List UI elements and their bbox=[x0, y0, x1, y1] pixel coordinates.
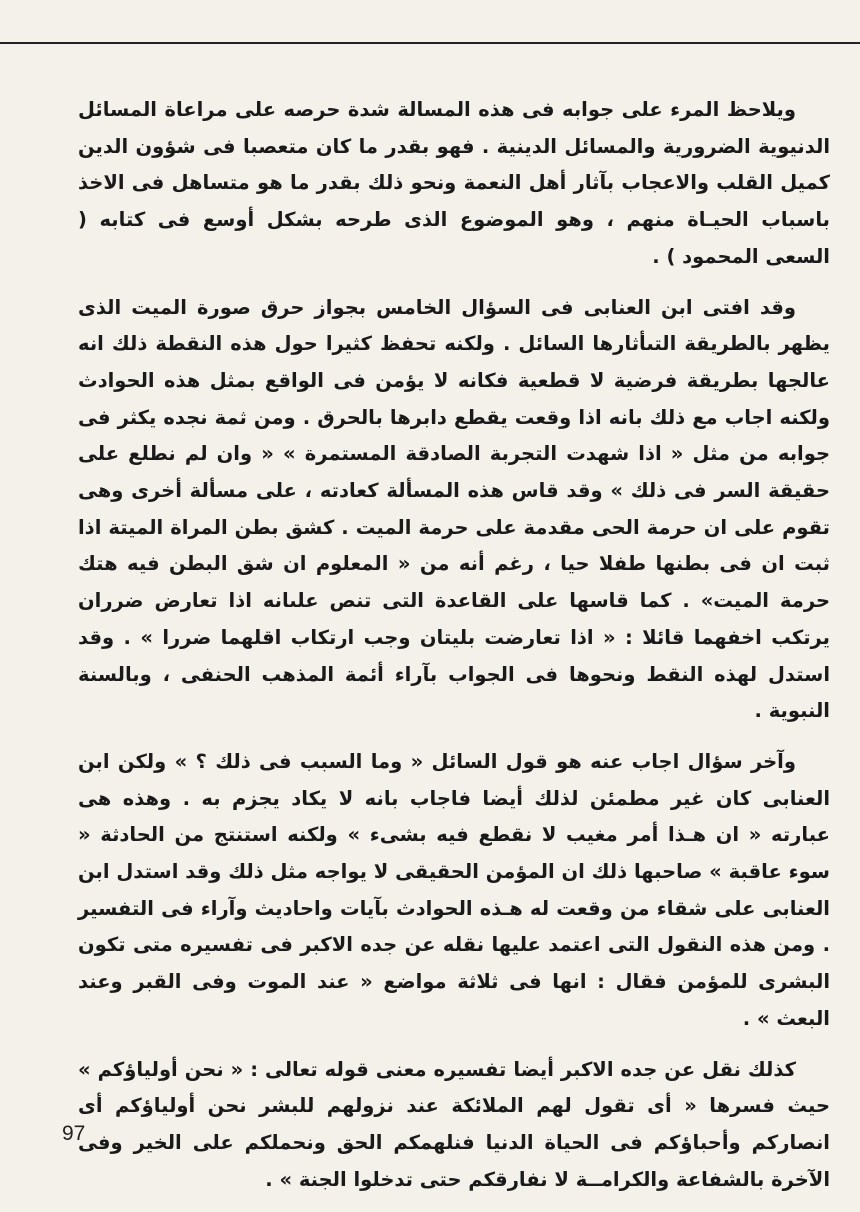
paragraph-2: وقد افتى ابن العنابى فى السؤال الخامس بجواز حرق صورة الميت الذى يظهر بالطريقة التىأثارها السائل . ولكنه تحفظ كثيرا حول هذه النقطة ذلك انه عالجها بطريقة فرضية لا قطعية فكانه لا يؤمن فى الواقع بمثل هذه الحوادث ولكنه اجاب مع ذلك بانه اذا وقعت يقطع دابرها بالحرق . ومن ثمة نجده يكثر فى جوابه من مثل « اذا شهدت التجربة الصادقة المستمرة » « وان لم نطلع على حقيقة السر فى ذلك » وقد قاس هذه المسألة كعادته ، على مسألة أخرى وهى تقوم على ان حرمة الحى مقدمة على حرمة الميت . كشق بطن المراة الميتة اذا ثبت ان فى بطنها طفلا حيا ، رغم أنه من « المعلوم ان شق البطن فيه هتك حرمة الميت» . كما قاسها على القاعدة التى تنص علىانه اذا تعارض ضرران يرتكب اخفهما قائلا : « اذا تعارضت بليتان وجب ارتكاب اقلهما ضررا » . وقد استدل لهذه النقط ونحوها فى الجواب بآراء أئمة المذهب الحنفى ، وبالسنة النبوية . bbox=[78, 295, 830, 723]
paragraph-1: ويلاحظ المرء على جوابه فى هذه المسالة شدة حرصه على مراعاة المسائل الدنيوية الضرورية والمسائل الدينية . فهو بقدر ما كان متعصبا فى شؤون الدين كميل القلب والاعجاب بآثار أهل النعمة ونحو ذلك بقدر ما هو متساهل فى الاخذ باسباب الحيـاة منهم ، وهو الموضوع الذى طرحه بشكل أوسع فى كتابه ( السعى المحمود ) . bbox=[78, 98, 830, 268]
paragraph-3: وآخر سؤال اجاب عنه هو قول السائل « وما السبب فى ذلك ؟ » ولكن ابن العنابى كان غير مطمئن لذلك أيضا فاجاب بانه لا يكاد يجزم به . وهذه هى عبارته « ان هـذا أمر مغيب لا نقطع فيه بشىء » ولكنه استنتج من الحادثة « سوء عاقبة » صاحبها ذلك ان المؤمن الحقيقى لا يواجه مثل ذلك وقد استدل ابن العنابى على شقاء من وقعت له هـذه الحوادث بآيات واحاديث وآراء فى التفسير . ومن هذه النقول التى اعتمد عليها نقله عن جده الاكبر فى تفسيره متى تكون البشرى للمؤمن فقال : انها فى ثلاثة مواضع « عند الموت وفى القبر وعند البعث » . bbox=[78, 749, 830, 1030]
header-rule bbox=[0, 42, 860, 44]
body-text bbox=[78, 92, 830, 1212]
paragraph-4: كذلك نقل عن جده الاكبر أيضا تفسيره معنى قوله تعالى : « نحن أولياؤكم » حيث فسرها « أى تقول لهم الملائكة عند نزولهم للبشر نحن أولياؤكم أى انصاركم وأحباؤكم فى الحياة الدنيا فنلهمكم الحق ونحملكم على الخير وفى الآخرة بالشفاعة والكرامــة لا نفارقكم حتى تدخلوا الجنة » . bbox=[78, 1057, 830, 1191]
page-number: 97 bbox=[62, 1122, 86, 1145]
